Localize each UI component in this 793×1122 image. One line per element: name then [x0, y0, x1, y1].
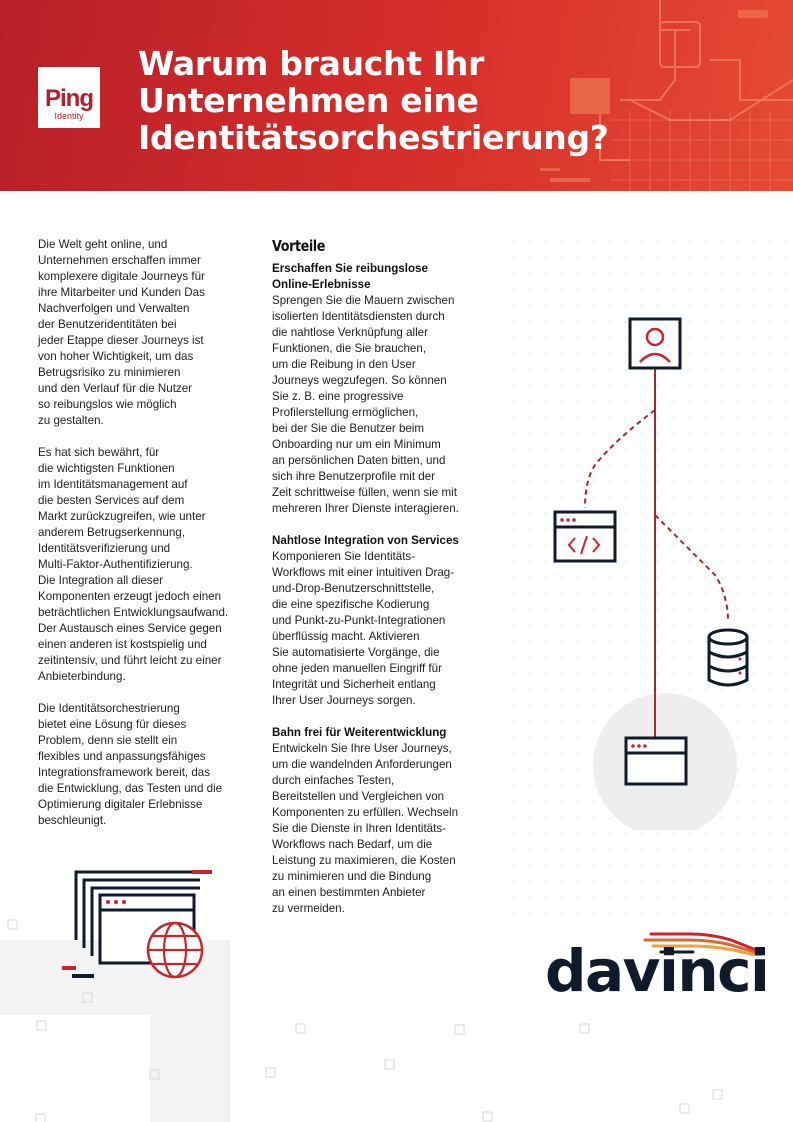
logo-subtitle: Identity: [54, 111, 84, 121]
benefit-title: Bahn frei für Weiterentwicklung: [272, 726, 447, 739]
title-line: Unternehmen eine: [138, 81, 479, 120]
database-icon: [709, 630, 747, 685]
dashed-connector-code: [585, 410, 655, 508]
globe-window-icon: [55, 860, 225, 980]
benefit-body: Komponieren Sie Identitäts- Workflows mit einer intuitiven Drag- und-Drop-Benutzerschnittstelle, die eine spezifische Kodierung und Punkt-zu-Punkt-Integrationen überflüssig macht. Aktivieren Sie automatisierte Vorgänge, die ohne jeden manuellen Eingriff für Integrität und Sicherheit entlang Ihrer User Journeys sorgen.: [272, 550, 455, 707]
orchestration-diagram: [540, 300, 793, 830]
dashed-connector-database: [655, 515, 728, 622]
intro-column: [38, 237, 260, 845]
benefits-heading: Vorteile: [272, 237, 325, 255]
browser-window-icon: [626, 738, 686, 784]
benefit-section-evolution: [272, 725, 497, 917]
ping-identity-logo: [38, 67, 100, 128]
benefit-body: Sprengen Sie die Mauern zwischen isolierten Identitätsdiensten durch die nahtlose Verknüpfung aller Funktionen, die Sie brauchen, um die Reibung in den User Journeys wegzufegen. So können Sie z. B. eine progressive Profilerstellung ermöglichen, bei der Sie die Benutzer beim Onboarding nur um ein Minimum an persönlichen Daten bitten, und sich ihre Benutzerprofile mit der Zeit schrittweise füllen, wenn sie mit mehreren Ihrer Dienste interagieren.: [272, 294, 459, 515]
header-banner: [0, 0, 793, 191]
page-title: [138, 45, 608, 156]
benefit-section-frictionless: [272, 261, 497, 517]
benefit-body: Entwickeln Sie Ihre User Journeys, um die wandelnden Anforderungen durch einfaches Testen, Bereitstellen und Vergleichen von Komponenten zu erfüllen. Wechseln Sie die Dienste in Ihren Identitäts- Workflows nach Bedarf, um die Leistung zu maximieren, die Kosten zu minimieren und die Bindung an einen bestimmten Anbieter zu vermeiden.: [272, 742, 459, 915]
benefits-column: [272, 238, 497, 933]
title-line: Warum braucht Ihr: [138, 44, 485, 83]
intro-paragraph-2: Es hat sich bewährt, für die wichtigsten Funktionen im Identitätsmanagement auf die besten Services auf dem Markt zurückzugreifen, wie unter anderem Betrugserkennung, Identitätsverifizierung und Multi-Faktor-Authentifizierung. Die Integration all dieser Komponenten erzeugt jedoch einen beträchtlichen Entwicklungsaufwand. Der Austausch eines Service gegen einen anderen ist kostspielig und zeitintensiv, und führt leicht zu einer Anbieterbindung.: [38, 446, 229, 683]
davinci-wordmark: davinci: [545, 937, 769, 1005]
intro-paragraph-3: Die Identitätsorchestrierung bietet eine Lösung für dieses Problem, denn sie stellt ein flexibles und anpassungsfähiges Integrationsframework bereit, das die Entwicklung, das Testen und die Optimierung digitaler Erlebnisse beschleunigt.: [38, 702, 223, 827]
benefit-section-integration: [272, 533, 497, 709]
benefit-title: Nahtlose Integration von Services: [272, 534, 459, 547]
intro-paragraph-1: Die Welt geht online, und Unternehmen erschaffen immer komplexere digitale Journeys für ihre Mitarbeiter und Kunden Das Nachverfolgen und Verwalten der Benutzeridentitäten bei jeder Etappe dieser Journeys ist von hoher Wichtigkeit, um das Betrugsrisiko zu minimieren und den Verlauf für die Nutzer so reibungslos wie möglich zu gestalten.: [38, 238, 205, 427]
logo-wordmark: Ping: [45, 85, 93, 112]
benefit-title: Erschaffen Sie reibungslose Online-Erlebnisse: [272, 262, 428, 291]
code-window-icon: [555, 512, 615, 561]
title-line: Identitätsorchestrierung?: [138, 118, 609, 157]
user-icon: [630, 319, 680, 368]
davinci-logo: [545, 928, 769, 1008]
